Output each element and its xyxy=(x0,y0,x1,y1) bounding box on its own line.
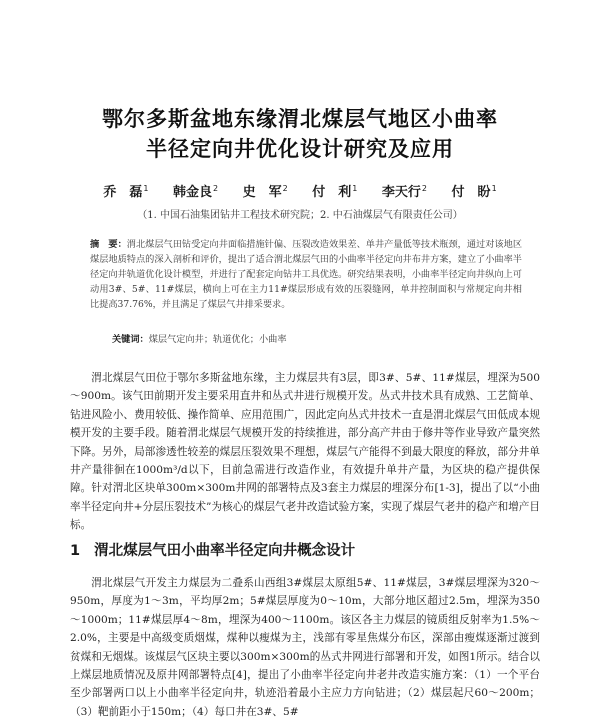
author: 付 盼$^1$ xyxy=(451,183,497,200)
author-list xyxy=(40,181,560,200)
section-1-paragraph: 渭北煤层气开发主力煤层为二叠系山西组3#煤层太原组5#、11#煤层，3#煤层埋深为320～950m，厚度为1～3m，平均厚2m；5#煤层厚度为0～10m，大部分地区超过2.5m，埋深为350～1000m；11#煤层厚4～8m，埋深为400～1100m。该区各主力煤层的镜质组反射率为1.5%～2.0%，主要是中高级变质烟煤，煤种以瘦煤为主，浅部有零星焦煤分布区，深部由瘦煤逐渐过渡到贫煤和无烟煤。该煤层气区块主要以300m×300m的丛式井网进行部署和开发，如图1所示。结合以上煤层地质情况及原井网部署特点[4]，提出了小曲率半径定向井老井改造实施方案：（1）一个平台至少部署两口以上小曲率半径定向井，轨迹沿着最小主应力方向钻进；（2）煤层起尺60～200m；（3）靶前距小于150m；（4）每口井在3#、5# xyxy=(70,577,540,718)
paper-title-line-1: 鄂尔多斯盆地东缘渭北煤层气地区小曲率 xyxy=(102,107,498,131)
keywords-text: 煤层气定向井；轨道优化；小曲率 xyxy=(148,334,287,345)
author: 韩金良$^2$ xyxy=(172,183,219,200)
author-affiliation: （1. 中国石油集团钻井工程技术研究院；2. 中石油煤层气有限责任公司） xyxy=(137,210,463,221)
author: 史 军$^2$ xyxy=(242,183,288,200)
section-number: 1 xyxy=(70,543,81,559)
intro-section xyxy=(70,369,540,535)
author: 李天行$^2$ xyxy=(381,183,428,200)
section-title: 渭北煤层气田小曲率半径定向井概念设计 xyxy=(94,543,356,559)
keywords xyxy=(112,331,532,345)
abstract-text: 渭北煤层气田钻受定向井面临措施针偏、压裂改造效果差、单井产量低等技术瓶颈，通过对该地区煤层地质特点的深入剖析和评价，提出了适合渭北煤层气田的小曲率半径定向井布井方案，建立了小曲率半径定向井轨道优化设计模型，并进行了配套定向钻井工具优选。研究结果表明，小曲率半径定向井纵向上可动用3#、5#、11#煤层，横向上可在主力11#煤层形成有效的压裂缝网，单井控制面积与常规定向井相比提高37.76%，并且满足了煤层气井排采要求。 xyxy=(90,239,523,310)
keywords-label: 关键词： xyxy=(112,334,149,345)
section-1-body xyxy=(70,574,540,721)
intro-paragraph: 渭北煤层气田位于鄂尔多斯盆地东缘，主力煤层共有3层，即3#、5#、11#煤层，埋深为500～900m。该气田前期开发主要采用直井和丛式井进行规模开发。丛式井技术具有成熟、工艺简单、钻进风险小、费用较低、操作简单、应用范围广，因此定向丛式井技术一直是渭北煤层气田低成本规模开发的主要手段。随着渭北煤层气规模开发的持续推进，部分高产井由于修井等作业导致产量突然下降。另外，局部渗透性较差的煤层压裂效果不理想，煤层气产能得不到最大限度的释放，部分井单井产量徘徊在1000m³/d以下，目前急需进行改造作业，有效提升单井产量，为区块的稳产提供保障。针对渭北区块单300m×300m井网的部署特点及3套主力煤层的埋深分布[1-3]，提出了以“小曲率半径定向井+分层压裂技术”为核心的煤层气老井改造试验方案，实现了煤层气老井的稳产和增产目标。 xyxy=(70,372,540,532)
section-heading xyxy=(70,539,355,560)
abstract-label: 摘 要： xyxy=(90,239,127,250)
abstract xyxy=(90,237,522,312)
paper-title-line-2: 半径定向井优化设计研究及应用 xyxy=(146,137,454,161)
author: 付 利$^1$ xyxy=(312,183,358,200)
author: 乔 磊$^1$ xyxy=(103,183,149,200)
